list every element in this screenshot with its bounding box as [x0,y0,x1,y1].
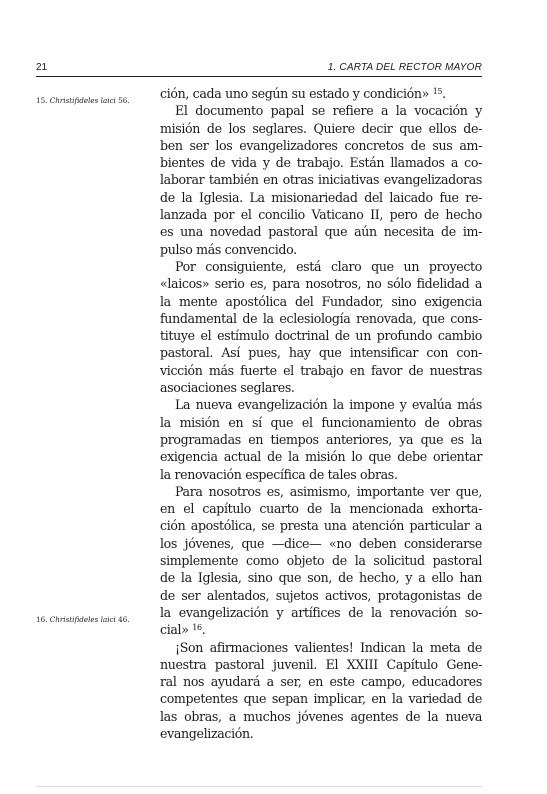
text-line: exigencia actual de la misión lo que debe orientar [160,449,482,465]
text-line: bientes de vida y de trabajo. Están llamados a co- [160,155,482,171]
text-line: programadas en tiempos anteriores, ya que es la [160,431,482,447]
text-line: es una novedad pastoral que aún necesita de im- [160,224,482,240]
footnote-15 [36,96,148,106]
text-line: la renovación específica de tales obras. [160,466,398,482]
text-line: ción, cada uno según su estado y condición» $^{15}$. [160,86,446,101]
text-line: pulso más convencido. [160,241,297,257]
text-line: los jóvenes, que —dice— «no deben considerarse [160,535,482,551]
text-line: ben ser los evangelizadores concretos de sus am- [160,137,482,153]
text-line: El documento papal se refiere a la vocación y [175,103,482,119]
text-line: Por consiguiente, está claro que un proyecto [175,258,482,274]
note-reference: 15 [432,87,443,96]
text-line: la mente apostólica del Fundador, sino exigencia [160,293,482,309]
text-line: evangelización. [160,725,254,741]
body-text [160,85,482,742]
footnote-number: 15. [36,96,48,105]
text-line: «laicos» serio es, para nosotros, no sólo fidelidad a [160,276,482,292]
footnote-16 [36,615,148,625]
note-reference: 16 [192,623,202,633]
text-line: la evangelización y artífices de la renovación so- [160,604,482,620]
footnote-source: Christifideles laici [49,96,116,105]
text-line: vicción más fuerte el trabajo en favor de nuestras [160,362,482,378]
text-line: ¡Son afirmaciones valientes! Indican la meta de [175,639,482,655]
running-header [36,62,482,77]
text-line: asociaciones seglares. [160,380,295,396]
text-line: la misión en sí que el funcionamiento de obras [160,414,482,430]
text-line: Para nosotros es, asimismo, importante ver que, [175,483,482,499]
text-line: tituye el estímulo doctrinal de un profundo cambio [160,328,482,344]
running-title: 1. CARTA DEL RECTOR MAYOR [327,62,482,73]
text-line: ción apostólica, se presta una atención particular a [160,518,482,534]
text-line: ral nos ayudará a ser, en este campo, educadores [160,674,482,690]
text-line: lanzada por el concilio Vaticano II, pero de hecho [160,207,482,223]
text-line: misión de los seglares. Quiere decir que ellos de- [160,120,482,136]
footnote-source: Christifideles laici [49,615,116,624]
text-line: de la Iglesia. La misionariedad del laicado fue re- [160,189,482,205]
text-line: pastoral. Así pues, hay que intensificar con con- [160,345,482,361]
text-line: laborar también en otras iniciativas evangelizadoras [160,172,482,188]
footnote-number: 16. [36,615,48,624]
text-line: de la Iglesia, sino que son, de hecho, y a ello han [160,570,482,586]
text-line: cial» $^{16}$. [160,622,206,638]
text-line: competentes que sepan implicar, en la variedad de [160,691,482,707]
page-bottom-rule [36,786,482,787]
text-line: nuestra pastoral juvenil. El XXIII Capítulo Gene- [160,656,482,672]
text-line: La nueva evangelización la impone y evalúa más [175,397,482,413]
page-number: 21 [36,62,48,73]
text-line: las obras, a muchos jóvenes agentes de la nueva [160,708,482,724]
text-line: en el capítulo cuarto de la mencionada exhorta- [160,501,482,517]
text-line: de ser alentados, sujetos activos, protagonistas de [160,587,482,603]
footnote-ref: 56. [118,96,130,105]
footnote-ref: 46. [118,615,130,624]
text-line: fundamental de la eclesiología renovada, que cons- [160,310,482,326]
text-line: simplemente como objeto de la solicitud pastoral [160,553,482,569]
